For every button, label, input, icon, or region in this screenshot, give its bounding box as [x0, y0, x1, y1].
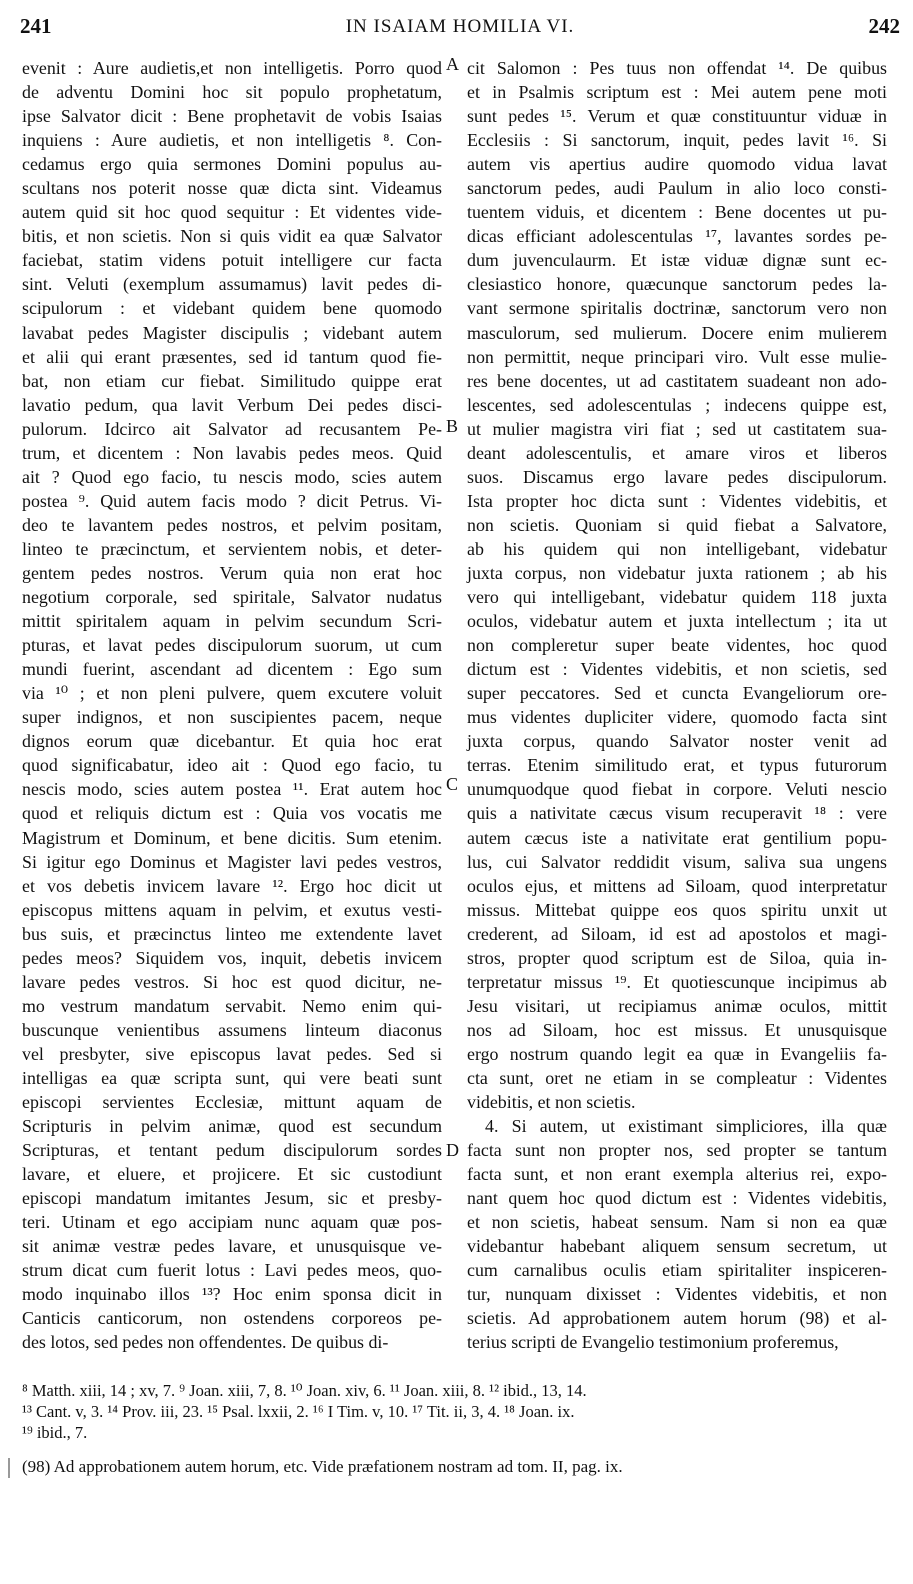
- text-line: ait ? Quod ego facio, tu nescis modo, scies autem: [22, 466, 442, 487]
- text-line: videbitis, et non scietis.: [467, 1092, 636, 1113]
- text-line: pulorum. Idcirco ait Salvator ad recusantem Pe-: [22, 418, 442, 439]
- text-line: unumquodque quod fiebat in corpore. Veluti nescio: [467, 779, 887, 800]
- running-header: [20, 14, 900, 44]
- text-line: bitis, et non scietis. Non si quis vidit ea quæ Salvator: [22, 226, 442, 247]
- text-line: lavare, et eluere, et projicere. Et sic custodiunt: [22, 1164, 442, 1185]
- text-line: ut mulier magistra viri fiat ; sed ut castitatem sua-: [467, 418, 887, 439]
- text-line: autem vis apertius audire quomodo vidua lavat: [467, 154, 887, 175]
- text-line: vant sermone spiritalis doctrinæ, sanctorum vero non: [467, 298, 887, 319]
- text-line: episcopi mandatum imitantes Jesum, sic et presby-: [22, 1188, 442, 1209]
- text-line: oculos, videbatur autem et juxta intellectum ; ita ut: [467, 611, 887, 632]
- text-line: pturas, et lavat pedes discipulorum suorum, ut cum: [22, 635, 442, 656]
- text-line: faciebat, statim videns potuit intelligere cur facta: [22, 250, 442, 271]
- text-line: via ¹⁰ ; et non pleni pulvere, quem excutere voluit: [22, 683, 442, 704]
- text-line: quis a nativitate cæcus visum recuperavit ¹⁸ : vere: [467, 803, 887, 824]
- text-line: linteo te præcinctum, et servientem nobis, et deter-: [22, 538, 442, 559]
- editor-note: (98) Ad approbationem autem horum, etc. Vide præfationem nostram ad tom. II, pag. ix.: [22, 1457, 623, 1476]
- text-line: suos. Discamus ergo lavare pedes discipulorum.: [467, 466, 887, 487]
- text-line: negotium corporale, sed spiritale, Salvator nudatus: [22, 587, 442, 608]
- text-line: non scietis. Quoniam si quid fiebat a Salvatore,: [467, 514, 887, 535]
- text-line: de adventu Domini hoc sit populo prophetatum,: [22, 82, 442, 103]
- text-line: super peccatores. Sed et cuncta Evangeliorum ore-: [467, 683, 887, 704]
- text-line: videbantur habebant aliquem sensum secretum, ut: [467, 1236, 887, 1257]
- text-line: mittit spiritalem aquam in pelvim secundum Scri-: [22, 611, 442, 632]
- text-line: lavabat pedes Magister discipulis ; videbant autem: [22, 322, 442, 343]
- text-line: terras. Etenim similitudo erat, et typus futurorum: [467, 755, 887, 776]
- page-number-right: 242: [868, 14, 900, 38]
- text-line: missus. Mittebat quippe eos quos spiritu unxit ut: [467, 899, 887, 920]
- margin-letter-a: A: [446, 54, 459, 74]
- text-line: sanctorum pedes, audi Paulum in alio loco consti-: [467, 178, 887, 199]
- footnote-line: ¹³ Cant. v, 3. ¹⁴ Prov. iii, 23. ¹⁵ Psal. lxxii, 2. ¹⁶ I Tim. v, 10. ¹⁷ Tit. ii, 3, 4. ¹⁸ Joan. ix.: [22, 1402, 575, 1421]
- text-line: deo te lavantem pedes nostros, et pelvim positam,: [22, 514, 442, 535]
- text-line: scipulorum : et videbant quidem bene quomodo: [22, 298, 442, 319]
- text-line: quod et reliquis dictum est : Quia vos vocatis me: [22, 803, 442, 824]
- text-line: Canticis canticorum, non ostendens corporeos pe-: [22, 1308, 442, 1329]
- text-line: sit animæ vestræ pedes lavare, et unusquisque ve-: [22, 1236, 442, 1257]
- text-line: scietis. Ad approbationem autem horum (98) et al-: [467, 1308, 887, 1329]
- text-line: Jesu visitari, ut recipiamus animæ oculos, mittit: [467, 995, 887, 1016]
- text-line: non compleretur super beate videntes, hoc quod: [467, 635, 887, 656]
- text-line: deant adolescentulis, et amare viros et liberos: [467, 442, 887, 463]
- text-line: mo vestrum mandatum servabit. Nemo enim qui-: [22, 995, 442, 1016]
- text-line: et in Psalmis scriptum est : Mei autem pene moti: [467, 82, 887, 103]
- text-line: des lotos, sed pedes non offendentes. De quibus di-: [22, 1332, 389, 1353]
- left-column: [22, 56, 442, 1355]
- text-line: quod significabatur, ideo ait : Quod ego facio, tu: [22, 755, 442, 776]
- text-line: terpretatur missus ¹⁹. Et quotiescunque incipimus ab: [467, 971, 887, 992]
- running-title: IN ISAIAM HOMILIA VI.: [345, 16, 575, 37]
- text-line: tur, nunquam dixisset : Videntes videbitis, et non: [467, 1284, 887, 1305]
- text-line: oculos ejus, et mittens ad Siloam, quod interpretatur: [467, 875, 887, 896]
- text-line: autem cæcus iste a nativitate erat gentilium popu-: [467, 827, 887, 848]
- footnote-line: ¹⁹ ibid., 7.: [22, 1423, 88, 1442]
- text-line: scultans nos poterit nosse quæ dicta sint. Videamus: [22, 178, 442, 199]
- text-line: postea ⁹. Quid autem facis modo ? dicit Petrus. Vi-: [22, 490, 442, 511]
- text-line: pedes meos? Siquidem vos, inquit, debetis invicem: [22, 947, 442, 968]
- text-line: ergo nostrum quando legit ea quæ in Evangeliis fa-: [467, 1043, 887, 1064]
- text-line: dum juvenculaurm. Et istæ viduæ dignæ sunt ec-: [467, 250, 887, 271]
- text-line: teri. Utinam et ego accipiam nunc aquam quæ pos-: [22, 1212, 442, 1233]
- text-line: ab his quidem qui non intelligebant, videbatur: [467, 538, 887, 559]
- text-line: clesiastico honore, quæcunque sanctorum pedes la-: [467, 274, 887, 295]
- footnotes: [22, 1380, 890, 1443]
- text-line: bus suis, et præcinctus linteo me extendente lavet: [22, 923, 442, 944]
- text-line: crederent, ad Siloam, id est ad apostolos et magi-: [467, 923, 887, 944]
- text-line: nescis modo, scies autem postea ¹¹. Erat autem hoc: [22, 779, 442, 800]
- margin-letter-d: D: [446, 1140, 459, 1160]
- text-line: cedamus ergo quia sermones Domini populus au-: [22, 154, 442, 175]
- text-line: Ecclesiis : Si sanctorum, inquit, pedes lavit ¹⁶. Si: [467, 130, 887, 151]
- margin-letter-c: C: [446, 774, 459, 794]
- text-line: evenit : Aure audietis,et non intelligetis. Porro quod: [22, 58, 442, 78]
- text-line: terius scripti de Evangelio testimonium proferemus,: [467, 1332, 839, 1353]
- text-line: cit Salomon : Pes tuus non offendat ¹⁴. De quibus: [467, 58, 887, 78]
- text-line: sunt pedes ¹⁵. Verum et quæ constituuntur viduæ in: [467, 106, 887, 127]
- text-line: Si igitur ego Dominus et Magister lavi pedes vestros,: [22, 851, 442, 872]
- text-line: super indignos, et non suscipientes pacem, neque: [22, 707, 442, 728]
- text-line: Scripturis in pelvim animæ, quod est secundum: [22, 1116, 442, 1137]
- margin-letter-b: B: [446, 416, 459, 436]
- text-line: et non scietis, habeat sensum. Nam si non ea quæ: [467, 1212, 887, 1233]
- text-line: stros, propter quod scriptum est de Siloa, quia in-: [467, 947, 887, 968]
- text-line: buscunque venientibus assumens linteum diaconus: [22, 1019, 442, 1040]
- text-line: mus videntes dupliciter videre, quomodo facta sint: [467, 707, 887, 728]
- text-line: trum, et dicentem : Non lavabis pedes meos. Quid: [22, 442, 442, 463]
- text-line: et vos debetis invicem lavare ¹². Ergo hoc dicit ut: [22, 875, 442, 896]
- text-line: Ista propter hoc dicta sunt : Videntes videbitis, et: [467, 490, 887, 511]
- text-line: dicas efficiant adolescentulas ¹⁷, lavantes sordes pe-: [467, 226, 887, 247]
- text-line: cum carnalibus oculis etiam spiritaliter inspiceren-: [467, 1260, 887, 1281]
- text-line: lescentes, sed adolescentulas ; indecens quippe est,: [467, 394, 887, 415]
- text-line: ipse Salvator dicit : Bene prophetavit de vobis Isaias: [22, 106, 442, 127]
- text-line: vero qui intelligebant, videbatur quidem 118 juxta: [467, 587, 887, 608]
- text-line: dignos eorum quæ dicebantur. Et quia hoc erat: [22, 731, 442, 752]
- text-line: juxta corpus, non videbatur juxta rationem ; ab his: [467, 562, 887, 583]
- text-line: strum dicat cum fuerit lotus : Lavi pedes meos, quo-: [22, 1260, 442, 1281]
- text-line: tuentem viduis, et dicentem : Bene docentes ut pu-: [467, 202, 887, 223]
- margin-mark: [8, 1458, 10, 1478]
- text-line: intelligas ea quæ scripta sunt, qui vere beati sunt: [22, 1067, 442, 1088]
- text-line: cta sunt, oret ne etiam in se compleatur : Videntes: [467, 1067, 887, 1088]
- text-line: 4. Si autem, ut existimant simpliciores, illa quæ: [485, 1116, 887, 1137]
- footnote-line: ⁸ Matth. xiii, 14 ; xv, 7. ⁹ Joan. xiii, 7, 8. ¹⁰ Joan. xiv, 6. ¹¹ Joan. xiii, 8. ¹² ibid., 13, 14.: [22, 1381, 587, 1400]
- text-line: facta sunt non propter nos, sed propter se tantum: [467, 1140, 887, 1161]
- text-line: lus, cui Salvator reddidit visum, saliva sua ungens: [467, 851, 887, 872]
- text-line: masculorum, sed mulierum. Docere enim mulierem: [467, 322, 887, 343]
- text-line: juxta corpus, quando Salvator noster venit ad: [467, 731, 887, 752]
- text-line: inquiens : Aure audietis, et non intelligetis ⁸. Con-: [22, 130, 442, 151]
- text-line: facta sunt, et non erant exempla alterius rei, expo-: [467, 1164, 887, 1185]
- text-line: autem quid sit hoc quod sequitur : Et videntes vide-: [22, 202, 442, 223]
- page-number-left: 241: [20, 14, 52, 38]
- text-line: lavare pedes vestros. Si hoc est quod dicitur, ne-: [22, 971, 442, 992]
- text-line: gentem pedes nostros. Verum quia non erat hoc: [22, 562, 442, 583]
- text-line: lavatio pedum, qua lavit Verbum Dei pedes disci-: [22, 394, 442, 415]
- text-line: dictum est : Videntes videbitis, et non scietis, sed: [467, 659, 887, 680]
- text-line: bat, non etiam cur fiebat. Similitudo quippe erat: [22, 370, 442, 391]
- text-line: nant quem hoc quod dictum est : Videntes videbitis,: [467, 1188, 887, 1209]
- text-line: nos ad Siloam, hoc est missus. Et unusquisque: [467, 1019, 887, 1040]
- text-line: Magistrum et Dominum, et bene dicitis. Sum etenim.: [22, 827, 442, 848]
- text-line: Scripturas, et tentant pedum discipulorum sordes: [22, 1140, 442, 1161]
- right-column: [467, 56, 887, 1355]
- text-line: mundi fuerint, ascendant ad dicentem : Ego sum: [22, 659, 442, 680]
- text-line: modo inquinabo illos ¹³? Hoc enim sponsa dicit in: [22, 1284, 442, 1305]
- text-line: sint. Veluti (exemplum assumamus) lavit pedes di-: [22, 274, 442, 295]
- text-line: res bene docentes, ut ad castitatem suadeant non ado-: [467, 370, 887, 391]
- text-line: episcopus mittens aquam in pelvim, et exutus vesti-: [22, 899, 442, 920]
- text-line: vel presbyter, sive episcopus lavat pedes. Sed si: [22, 1043, 442, 1064]
- text-line: non permittit, neque principari viro. Vult esse mulie-: [467, 346, 887, 367]
- text-line: et alii qui erant præsentes, sed id tantum quod fie-: [22, 346, 442, 367]
- text-line: episcopi servientes Ecclesiæ, mittunt aquam de: [22, 1092, 442, 1113]
